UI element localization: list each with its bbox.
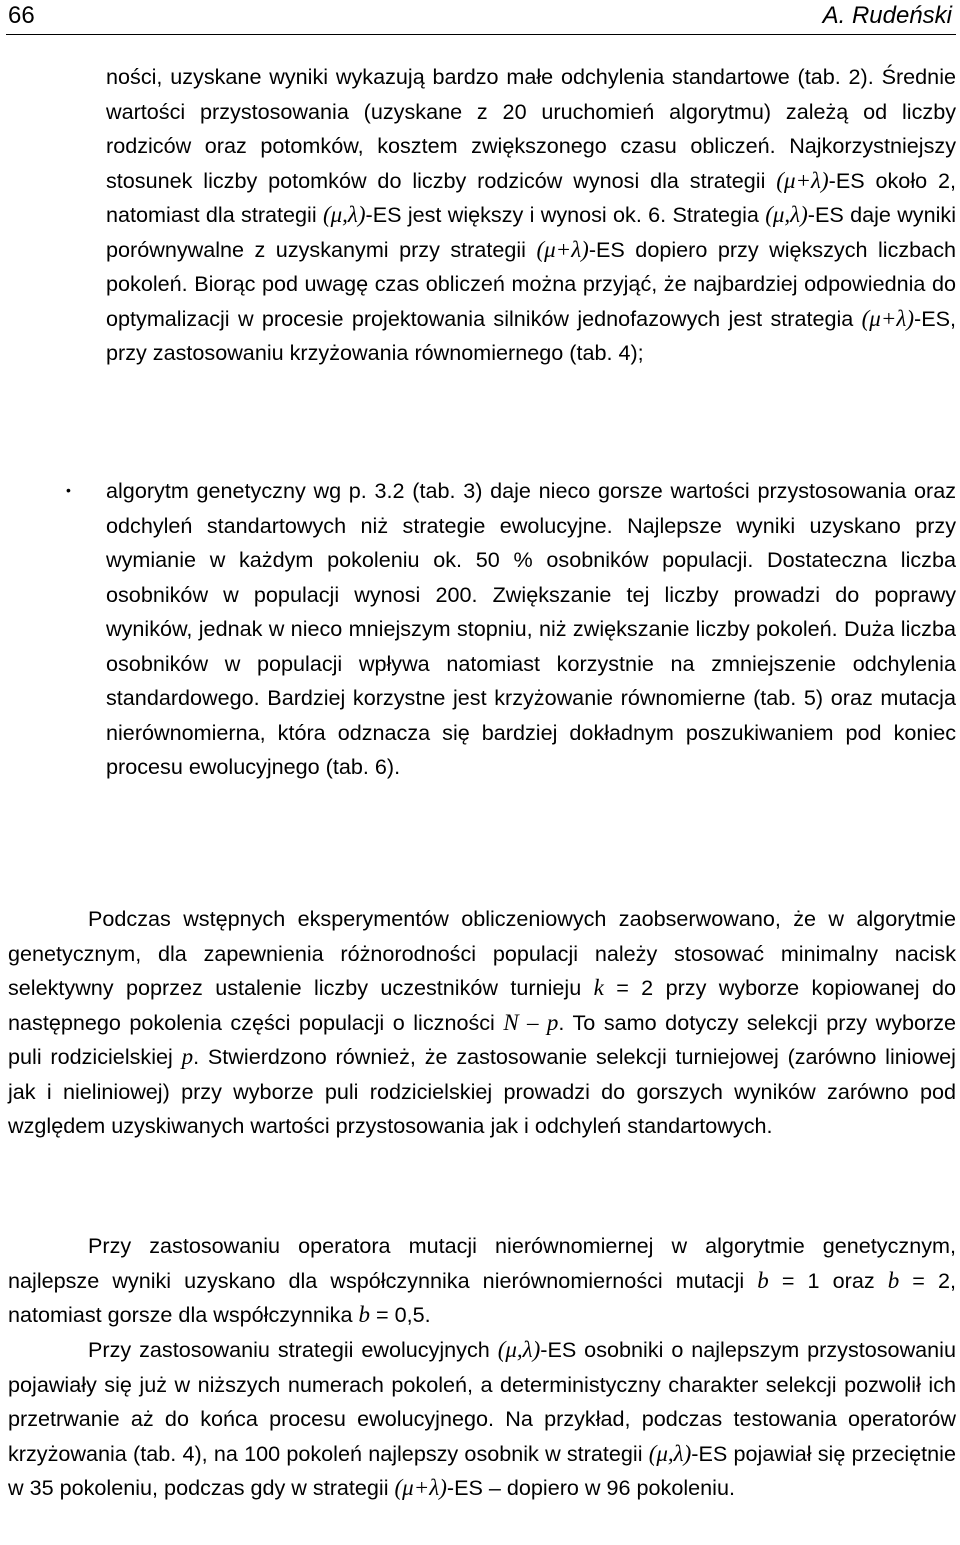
math-strategy: (μ+λ) bbox=[861, 305, 914, 331]
math-symbol: p bbox=[546, 1009, 559, 1035]
text-run: = 2, natomiast gorsze dla współczynnika bbox=[8, 1267, 956, 1327]
math-strategy: (μ,λ) bbox=[765, 202, 808, 227]
text-run: = 0,5. bbox=[369, 1302, 431, 1327]
body-paragraph-1 bbox=[8, 902, 956, 1144]
text-run: . Stwierdzono również, że zastosowanie selekcji turniejowej (zarówno liniowej jak i nieliniowej) przy wyborze puli rodzicielskiej prowadzi do gorszych wyników zarówno pod względem uzyskiwanych wartości przystosowania jak i odchyleń standartowych. bbox=[8, 1044, 956, 1138]
math-strategy: (μ+λ) bbox=[776, 167, 829, 193]
text-run: -ES dopiero przy większych liczbach pokoleń. Biorąc pod uwagę czas obliczeń można przyjąć, że najbardziej odpowiednia do optymalizacji w procesie projektowania silników jednofazowych jest strategia bbox=[106, 236, 956, 331]
text-run: = 1 oraz bbox=[768, 1267, 888, 1293]
text-run: . To samo dotyczy selekcji przy wyborze puli rodzicielskiej bbox=[8, 1009, 957, 1069]
page-header bbox=[0, 0, 960, 36]
header-rule bbox=[6, 34, 956, 35]
text-run: Przy zastosowaniu operatora mutacji nierównomiernej w algorytmie genetycznym, najlepsze wyniki uzyskano dla współczynnika nierównomierności mutacji bbox=[8, 1233, 956, 1293]
text-run: = 2 przy wyborze kopiowanej do następnego pokolenia części populacji o liczności bbox=[8, 975, 956, 1035]
text-run: -ES – dopiero w 96 pokoleniu. bbox=[446, 1475, 735, 1500]
text-run: -ES pojawiał się przeciętnie w 35 pokoleniu, podczas gdy w strategii bbox=[8, 1440, 956, 1500]
body-paragraph-2 bbox=[8, 1229, 956, 1333]
math-symbol: p bbox=[181, 1044, 194, 1069]
body-paragraph-3 bbox=[8, 1333, 956, 1506]
running-author: A. Rudeński bbox=[822, 2, 952, 29]
math-symbol: k bbox=[593, 975, 604, 1000]
math-symbol: b bbox=[757, 1267, 769, 1293]
text-run: -ES jest większy i wynosi ok. 6. Strategia bbox=[365, 202, 766, 227]
page-number: 66 bbox=[8, 2, 35, 29]
text-run: -ES daje wyniki porównywalne z uzyskanymi przy strategii bbox=[106, 202, 956, 262]
math-strategy: (μ+λ) bbox=[394, 1475, 447, 1500]
bullet-icon: • bbox=[66, 482, 71, 498]
math-symbol: N bbox=[503, 1009, 519, 1035]
continued-paragraph bbox=[106, 60, 956, 371]
text-run: Przy zastosowaniu strategii ewolucyjnych bbox=[88, 1337, 498, 1362]
math-symbol: – bbox=[518, 1009, 547, 1035]
bullet-paragraph: algorytm genetyczny wg p. 3.2 (tab. 3) daje nieco gorsze wartości przystosowania oraz odchyleń standartowych niż strategie ewolucyjne. Najlepsze wyniki uzyskano przy wymianie w każdym pokoleniu ok. 50 % osobników populacji. Dostateczna liczba osobników w populacji wynosi 200. Zwiększanie tej liczby prowadzi do poprawy wyników, jednak w nieco mniejszym stopniu, niż zwiększanie liczby pokoleń. Duża liczba osobników w populacji wpływa natomiast korzystnie na zmniejszenie odchylenia standardowego. Bardziej korzystne jest krzyżowanie równomierne (tab. 5) oraz mutacja nierównomierna, która odznacza się bardziej dokładnym poszukiwaniem pod koniec procesu ewolucyjnego (tab. 6). bbox=[106, 478, 956, 779]
text-run: -ES osobniki o najlepszym przystosowaniu pojawiały się już w niższych numerach pokoleń, a deterministyczny charakter selekcji pozwolił ich przetrwanie aż do końca procesu ewolucyjnego. Na przykład, podczas testowania operatorów krzyżowania (tab. 4), na 100 pokoleń najlepszy osobnik w strategii bbox=[8, 1337, 956, 1466]
math-strategy: (μ+λ) bbox=[536, 236, 589, 262]
math-strategy: (μ,λ) bbox=[497, 1337, 541, 1362]
text-run: Podczas wstępnych eksperymentów obliczeniowych zaobserwowano, że w algorytmie genetycznym, dla zapewnienia różnorodności populacji należy stosować minimalny nacisk selektywny poprzez ustalenie liczby uczestników turnieju bbox=[8, 906, 956, 1000]
math-strategy: (μ,λ) bbox=[322, 202, 366, 227]
math-strategy: (μ,λ) bbox=[648, 1440, 692, 1466]
text-run: ności, uzyskane wyniki wykazują bardzo małe odchylenia standartowe (tab. 2). Średnie wartości przystosowania (uzyskane z 20 uruchomień algorytmu) zależą od liczby rodziców oraz potomków, kosztem zwiększonego czasu obliczeń. Najkorzystniejszy stosunek liczby potomków do liczby rodziców wynosi dla strategii bbox=[106, 64, 956, 193]
math-symbol: b bbox=[358, 1302, 370, 1327]
text-run: -ES około 2, natomiast dla strategii bbox=[106, 167, 956, 227]
math-symbol: b bbox=[887, 1267, 900, 1293]
text-run: -ES, przy zastosowaniu krzyżowania równomiernego (tab. 4); bbox=[106, 305, 956, 365]
